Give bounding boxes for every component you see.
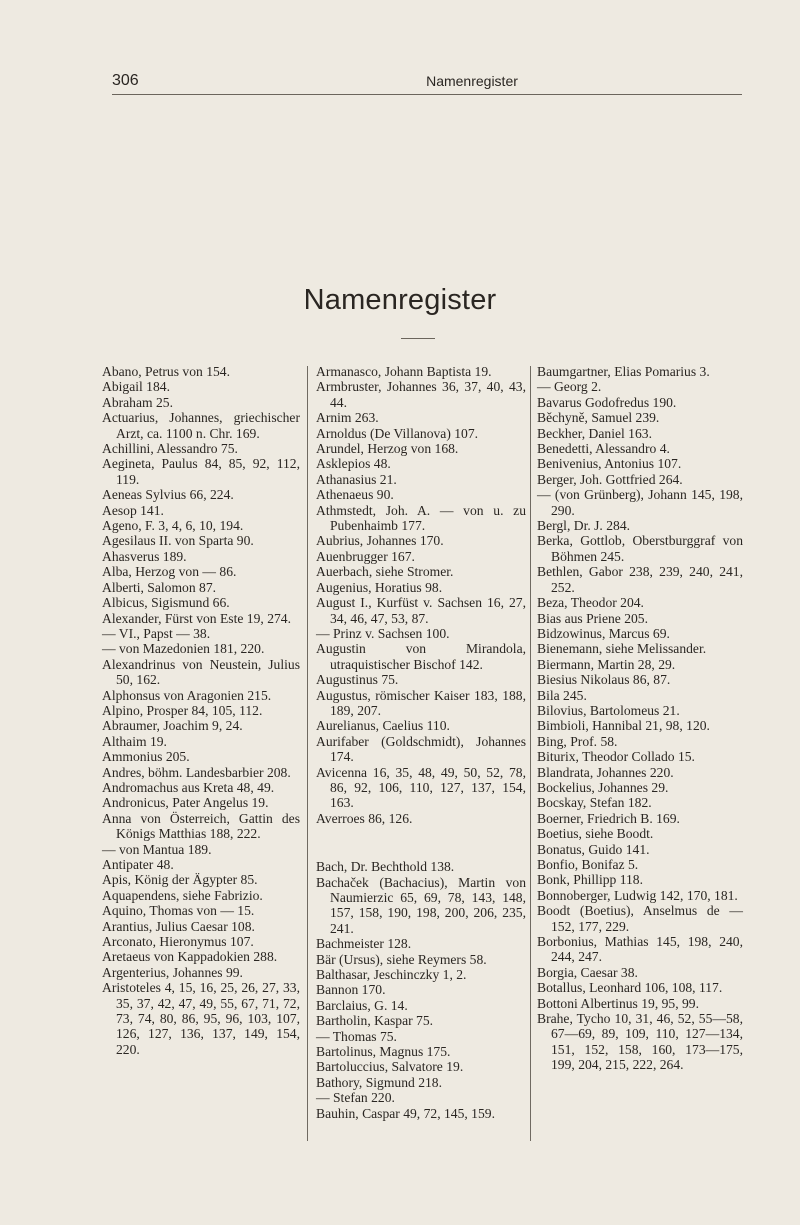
running-head [112,72,742,95]
index-entry: Bockelius, Johannes 29. [537,779,669,795]
index-entry: Bär (Ursus), siehe Reymers 58. [316,951,487,967]
letter-section-gap [316,826,526,859]
index-entry: — von Mantua 189. [102,841,212,857]
index-entry: Aegineta, Paulus 84, 85, 92, 112, 119. [102,456,300,487]
index-entry: — (von Grünberg), Johann 145, 198, 290. [537,487,743,518]
index-entry: Bauhin, Caspar 49, 72, 145, 159. [316,1105,495,1121]
index-entry: Bonk, Phillipp 118. [537,872,643,888]
index-entry: Bilovius, Bartolomeus 21. [537,702,680,718]
index-entry: Bartoluccius, Salvatore 19. [316,1059,464,1075]
index-entry: Aquino, Thomas von — 15. [102,903,255,919]
page-number: 306 [112,72,139,89]
index-entry: Berka, Gottlob, Oberstburggraf von Böhmen 245. [537,533,743,564]
index-entry: Biturix, Theodor Collado 15. [537,749,695,765]
index-entry: Bathory, Sigmund 218. [316,1074,442,1090]
index-entry: Arnoldus (De Villanova) 107. [316,425,479,441]
index-entry: Bienemann, siehe Melissander. [537,641,707,657]
index-entry: Benivenius, Antonius 107. [537,456,682,472]
index-entry: Borbonius, Mathias 145, 198, 240, 244, 247. [537,934,743,965]
index-entry: Bartholin, Kaspar 75. [316,1013,434,1029]
index-entry: Bavarus Godofredus 190. [537,394,677,410]
index-entry: — VI., Papst — 38. [102,625,211,641]
index-entry: Biesius Nikolaus 86, 87. [537,672,671,688]
index-entry: Averroes 86, 126. [316,810,413,826]
index-entry: Achillini, Alessandro 75. [102,441,238,457]
index-entry: Alexander, Fürst von Este 19, 274. [102,610,291,626]
index-entry: Boodt (Boetius), Anselmus de — 152, 177, 229. [537,903,743,934]
index-entry: Bachaček (Bachacius), Martin von Naumierzic 65, 69, 78, 143, 148, 157, 158, 190, 198, 200, 206, 235, 241. [316,874,526,936]
index-entry: Andres, böhm. Landesbarbier 208. [102,764,291,780]
index-entry: Actuarius, Johannes, griechischer Arzt, ca. 1100 n. Chr. 169. [102,410,300,441]
index-entry: Alba, Herzog von — 86. [102,564,237,580]
index-entry: Arantius, Julius Caesar 108. [102,918,255,934]
index-entry: Antipater 48. [102,857,174,872]
index-entry: Botallus, Leonhard 106, 108, 117. [537,980,723,996]
index-entry: Bartolinus, Magnus 175. [316,1044,451,1060]
index-entry: Augustin von Mirandola, utraquistischer Bischof 142. [316,641,526,672]
index-entry: Arnim 263. [316,410,379,426]
index-entry: Alexandrinus von Neustein, Julius 50, 162. [102,656,300,688]
index-entry: Bonnoberger, Ludwig 142, 170, 181. [537,887,738,903]
index-entry: Athenaeus 90. [316,487,394,503]
index-entry: — Georg 2. [537,379,602,395]
index-entry: Bottoni Albertinus 19, 95, 99. [537,995,699,1011]
index-entry: Brahe, Tycho 10, 31, 46, 52, 55—58, 67—69, 89, 109, 110, 127—134, 151, 152, 158, 160, 173—175, 199, 204, 215, 222, 264. [537,1011,743,1073]
index-entry: Bing, Prof. 58. [537,733,618,749]
index-entry: Aubrius, Johannes 170. [316,533,444,549]
index-entry: Bonfio, Bonifaz 5. [537,857,639,872]
index-entry: Agesilaus II. von Sparta 90. [102,533,254,549]
index-entry: Alphonsus von Aragonien 215. [102,687,272,703]
index-entry: Bidzowinus, Marcus 69. [537,625,670,641]
index-entry: Abraham 25. [102,394,173,410]
index-entry: Bila 245. [537,687,587,703]
index-entry: Apis, König der Ägypter 85. [102,872,258,888]
index-column-1 [102,364,300,1057]
index-entry: Barclaius, G. 14. [316,997,408,1013]
index-column-2 [316,364,526,1121]
index-entry: Bocskay, Stefan 182. [537,795,652,811]
index-entry: Auenbrugger 167. [316,548,415,564]
index-entry: Běchyně, Samuel 239. [537,410,660,426]
index-entry: Bannon 170. [316,982,386,998]
index-entry: Aeneas Sylvius 66, 224. [102,487,234,503]
page-title: Namenregister [303,284,497,316]
index-entry: — Stefan 220. [316,1090,395,1106]
index-entry: Berger, Joh. Gottfried 264. [537,471,683,487]
index-entry: Armbruster, Johannes 36, 37, 40, 43, 44. [316,379,526,410]
index-entry: Athanasius 21. [316,471,397,487]
index-entry: Alberti, Salomon 87. [102,579,217,595]
index-entry: Auerbach, siehe Stromer. [316,564,454,580]
column-divider [307,366,308,1141]
index-entry: Asklepios 48. [316,456,391,472]
index-entry: Beckher, Daniel 163. [537,425,652,441]
index-entry: Abigail 184. [102,379,170,395]
index-entry: Bergl, Dr. J. 284. [537,518,631,534]
index-entry: Athmstedt, Joh. A. — von u. zu Pubenhaimb 177. [316,502,526,534]
index-entry: Althaim 19. [102,733,167,749]
index-entry: Boetius, siehe Boodt. [537,826,654,842]
index-entry: Bethlen, Gabor 238, 239, 240, 241, 252. [537,564,743,595]
index-entry: Ageno, F. 3, 4, 6, 10, 194. [102,518,244,534]
index-entry: Aretaeus von Kappadokien 288. [102,949,278,965]
index-entry: Baumgartner, Elias Pomarius 3. [537,364,710,379]
index-entry: Borgia, Caesar 38. [537,964,638,980]
index-entry: Andronicus, Pater Angelus 19. [102,795,269,811]
index-entry: Boerner, Friedrich B. 169. [537,810,680,826]
index-entry: Augenius, Horatius 98. [316,579,443,595]
index-entry: Arundel, Herzog von 168. [316,441,459,457]
index-entry: — Prinz v. Sachsen 100. [316,625,450,641]
index-entry: Augustus, römischer Kaiser 183, 188, 189, 207. [316,687,526,718]
index-entry: Albicus, Sigismund 66. [102,595,230,611]
index-entry: Augustinus 75. [316,672,399,688]
index-entry: Arconato, Hieronymus 107. [102,934,254,950]
index-entry: — Thomas 75. [316,1028,397,1044]
index-entry: Aurifaber (Goldschmidt), Johannes 174. [316,733,526,765]
index-entry: Ammonius 205. [102,749,190,765]
index-entry: August I., Kurfüst v. Sachsen 16, 27, 34, 46, 47, 53, 87. [316,595,526,626]
index-entry: Bonatus, Guido 141. [537,841,650,857]
index-entry: Aurelianus, Caelius 110. [316,718,450,734]
index-entry: Bach, Dr. Bechthold 138. [316,859,455,875]
index-entry: Bias aus Priene 205. [537,610,649,626]
index-column-3 [537,364,743,1073]
column-divider [530,366,531,1141]
index-entry: Blandrata, Johannes 220. [537,764,674,780]
index-entry: Beza, Theodor 204. [537,595,644,611]
index-entry: — von Mazedonien 181, 220. [102,641,265,657]
index-entry: Biermann, Martin 28, 29. [537,656,676,672]
running-title: Namenregister [426,73,518,89]
index-entry: Anna von Österreich, Gattin des Königs Matthias 188, 222. [102,810,300,842]
index-entry: Aristoteles 4, 15, 16, 25, 26, 27, 33, 35, 37, 42, 47, 49, 55, 67, 71, 72, 73, 74, 80, 86, 95, 96, 103, 107, 126, 127, 136, 137, 149, 154, 220. [102,980,300,1057]
index-entry: Armanasco, Johann Baptista 19. [316,364,492,379]
index-entry: Alpino, Prosper 84, 105, 112. [102,702,263,718]
index-entry: Bachmeister 128. [316,936,412,952]
index-entry: Argenterius, Johannes 99. [102,964,243,980]
index-entry: Andromachus aus Kreta 48, 49. [102,779,275,795]
index-entry: Ahasverus 189. [102,548,187,564]
index-entry: Bimbioli, Hannibal 21, 98, 120. [537,718,710,734]
title-rule [401,338,435,339]
index-entry: Abraumer, Joachim 9, 24. [102,718,243,734]
index-entry: Avicenna 16, 35, 48, 49, 50, 52, 78, 86, 92, 106, 110, 127, 137, 154, 163. [316,764,526,811]
index-entry: Aquapendens, siehe Fabrizio. [102,887,263,903]
index-entry: Benedetti, Alessandro 4. [537,441,670,457]
index-entry: Abano, Petrus von 154. [102,364,230,379]
index-entry: Balthasar, Jeschinczky 1, 2. [316,967,467,983]
index-entry: Aesop 141. [102,502,164,518]
